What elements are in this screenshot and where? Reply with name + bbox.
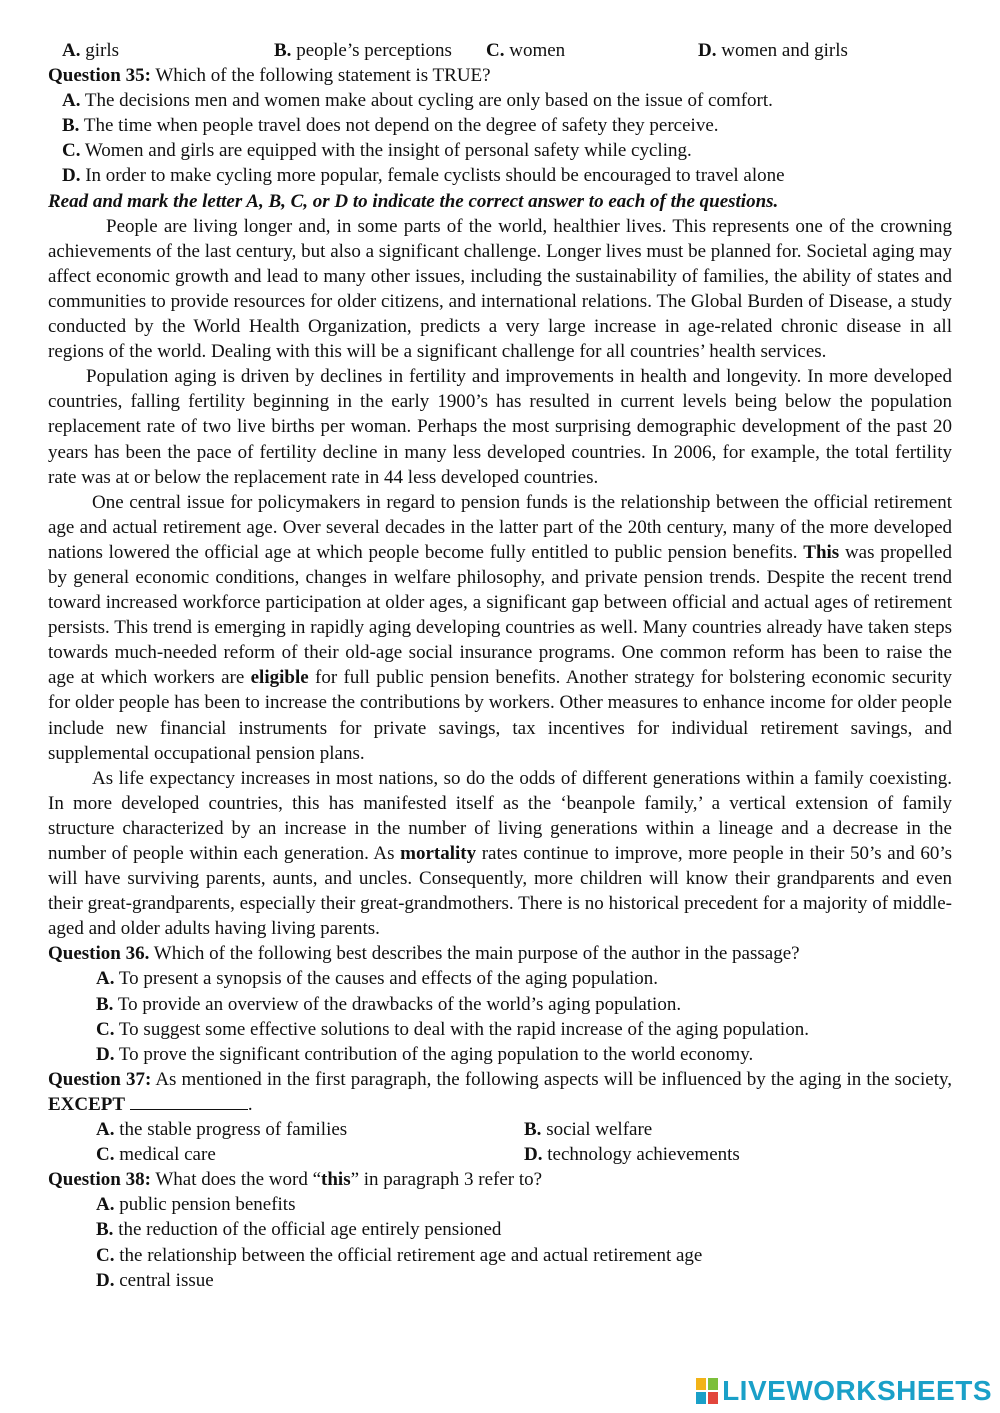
q37-answer-blank[interactable]: [130, 1093, 248, 1110]
q38-question: Question 38: What does the word “this” in paragraph 3 refer to?: [48, 1169, 543, 1191]
q36-question: Question 36. Which of the following best describes the main purpose of the author in the passage?: [48, 943, 800, 965]
liveworksheets-logo-text: LIVEWORKSHEETS: [722, 1375, 992, 1406]
passage-paragraph-2: Population aging is driven by declines in fertility and improvements in health and longevity. In more developed countries, falling fertility beginning in the early 1900’s has resulted in current levels being below the population replacement rate of two live births per woman. Perhaps the most surprising demographic development of the past 20 years has been the pace of fertility decline in many less developed countries. In 2006, for example, the total fertility rate was at or below the replacement rate in 44 less developed countries.: [48, 366, 952, 488]
passage-paragraph-4: As life expectancy increases in most nations, so do the odds of different generations within a family coexisting. In more developed countries, this has manifested itself as the ‘beanpole family,’ a vertical extension of family structure characterized by an increase in the number of living generations within a lineage and a decrease in the number of people within each generation. As mortality rates continue to improve, more people in their 50’s and 60’s will have surviving parents, aunts, and uncles. Consequently, more children will know their grandparents and even their great-grandparents, especially their great-grandmothers. There is no historical precedent for a majority of middle-aged and older adults having living parents.: [48, 767, 952, 940]
q34-options-row: [48, 38, 952, 63]
q37-options-row-1: [48, 1117, 952, 1142]
q37-option-c[interactable]: C. medical care: [96, 1144, 216, 1166]
liveworksheets-logo-icon: [696, 1378, 718, 1404]
q38-option-c[interactable]: C. the relationship between the official retirement age and actual retirement age: [96, 1244, 703, 1266]
highlight-mortality: mortality: [400, 843, 477, 864]
q35-option-c[interactable]: C. Women and girls are equipped with the insight of personal safety while cycling.: [62, 140, 692, 162]
q37-option-d[interactable]: D. technology achievements: [524, 1144, 740, 1166]
q34-option-a[interactable]: A. girls: [62, 40, 120, 61]
q36-option-d[interactable]: D. To prove the significant contribution of the aging population to the world economy.: [96, 1043, 754, 1065]
q35-option-a[interactable]: A. The decisions men and women make about cycling are only based on the issue of comfort.: [62, 90, 773, 112]
q35-question: Question 35: Which of the following statement is TRUE?: [48, 65, 491, 87]
worksheet-page: [48, 38, 952, 1293]
highlight-eligible: eligible: [250, 667, 309, 689]
q38-option-b[interactable]: B. the reduction of the official age entirely pensioned: [96, 1219, 502, 1241]
highlight-this: This: [803, 541, 840, 563]
q37-option-b[interactable]: B. social welfare: [524, 1119, 653, 1141]
passage-paragraph-1: People are living longer and, in some parts of the world, healthier lives. This represents one of the crowning achievements of the last century, but also a significant challenge. Longer lives must be planned for. Societal aging may affect economic growth and lead to many other issues, including the sustainability of families, the ability of states and communities to provide resources for older citizens, and international relations. The Global Burden of Disease, a study conducted by the World Health Organization, predicts a very large increase in age-related chronic disease in all regions of the world. Dealing with this will be a significant challenge for all countries’ health services.: [48, 215, 952, 363]
q38-option-a[interactable]: A. public pension benefits: [96, 1194, 296, 1216]
q35-option-d[interactable]: D. In order to make cycling more popular, female cyclists should be encouraged to travel alone: [62, 165, 785, 187]
q37-option-a[interactable]: A. the stable progress of families: [96, 1119, 348, 1141]
q35-option-b[interactable]: B. The time when people travel does not depend on the degree of safety they perceive.: [62, 115, 719, 137]
q36-option-c[interactable]: C. To suggest some effective solutions to deal with the rapid increase of the aging population.: [96, 1018, 809, 1040]
q36-option-a[interactable]: A. To present a synopsis of the causes and effects of the aging population.: [96, 968, 659, 990]
q36-option-b[interactable]: B. To provide an overview of the drawbacks of the world’s aging population.: [96, 993, 682, 1015]
q37-question: Question 37: As mentioned in the first paragraph, the following aspects will be influenced by the aging in the society, EXCEPT .: [48, 1068, 952, 1115]
q37-options-row-2: [48, 1142, 952, 1167]
q38-option-d[interactable]: D. central issue: [96, 1269, 214, 1291]
q34-option-d[interactable]: D. women and girls: [698, 40, 848, 61]
q34-option-c[interactable]: C. women: [486, 40, 566, 61]
q34-option-b[interactable]: B. people’s perceptions: [274, 40, 452, 61]
liveworksheets-logo[interactable]: [696, 1375, 992, 1407]
reading-instruction: Read and mark the letter A, B, C, or D to indicate the correct answer to each of the questions.: [48, 190, 779, 212]
passage-paragraph-3: One central issue for policymakers in regard to pension funds is the relationship between the official retirement age and actual retirement age. Over several decades in the latter part of the 20th century, many of the more developed nations lowered the official age at which people become fully entitled to public pension benefits. This was propelled by general economic conditions, changes in welfare philosophy, and private pension trends. Despite the recent trend toward increased workforce participation at older ages, a significant gap between official and actual ages of retirement persists. This trend is emerging in rapidly aging developing countries as well. Many countries already have taken steps towards much-needed reform of their old-age social insurance programs. One common reform has been to raise the age at which workers are eligible for full public pension benefits. Another strategy for bolstering economic security for older people has been to increase the contributions by workers. Other measures to enhance income for older people include new financial instruments for private savings, tax incentives for individual retirement savings, and supplemental occupational pension plans.: [48, 491, 952, 764]
